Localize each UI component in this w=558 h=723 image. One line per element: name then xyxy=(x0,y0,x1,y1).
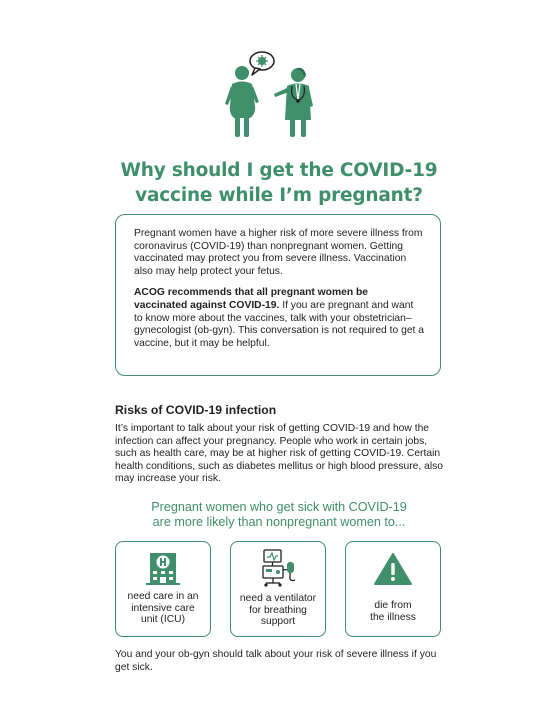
death-card-line-1: die from xyxy=(374,600,412,611)
icu-card-line-3: unit (ICU) xyxy=(140,614,186,626)
risks-paragraph: It’s important to talk about your risk of getting COVID-19 and how the infection can affect your pregnancy. People who work in certain jobs, such as health care, may be at higher risk of getting COVID-19. Certain health conditions, such as diabetes mellitus or high blood pressure, also may increase your risk. xyxy=(115,423,443,485)
info-paragraph-2-rest: If you are pregnant and want to know more about the vaccines, talk with your obstetrician–gynecologist (ob-gyn). This conversation is not required to get a vaccine, but it may be helpful. xyxy=(134,299,424,349)
death-card xyxy=(345,541,441,637)
footer-note: You and your ob-gyn should talk about your risk of severe illness if you get sick. xyxy=(115,649,437,673)
info-paragraph-1: Pregnant women have a higher risk of more severe illness from coronavirus (COVID-19) than nonpregnant women. Getting vaccinated may protect you from severe illness. Vaccination also may help protect your fetus. xyxy=(134,228,423,277)
hospital-icon xyxy=(143,550,183,586)
risks-heading: Risks of COVID-19 infection xyxy=(115,403,277,417)
icu-card-line-2: intensive care xyxy=(131,602,195,614)
ventilator-card xyxy=(230,541,326,637)
patient-doctor-illustration-icon xyxy=(212,48,336,144)
page-title-line-1: Why should I get the COVID-19 xyxy=(120,160,438,181)
pregnant-woman-figure-icon xyxy=(225,66,259,137)
callout-line-1: Pregnant women who get sick with COVID-19 xyxy=(151,500,407,514)
info-box xyxy=(115,214,441,376)
likelihood-callout xyxy=(0,500,558,530)
icu-card xyxy=(115,541,211,637)
speech-bubble-virus-icon xyxy=(250,52,274,75)
ventilator-card-line-1: need a ventilator xyxy=(239,593,317,604)
death-card-line-2: the illness xyxy=(370,611,416,623)
doctor-figure-icon xyxy=(274,68,313,137)
ventilator-card-line-2: for breathing xyxy=(249,604,307,616)
icu-card-line-1: need care in an xyxy=(127,591,199,602)
warning-icon xyxy=(373,552,413,586)
callout-line-2: are more likely than nonpregnant women to... xyxy=(152,515,406,529)
acog-recommendation: ACOG recommends that all pregnant women be vaccinated against COVID-19. xyxy=(134,287,369,311)
info-paragraph-2 xyxy=(134,287,424,350)
page-title xyxy=(0,158,558,208)
ventilator-card-line-3: support xyxy=(260,616,296,628)
ventilator-icon xyxy=(257,548,299,588)
page-title-line-2: vaccine while I’m pregnant? xyxy=(135,185,423,206)
